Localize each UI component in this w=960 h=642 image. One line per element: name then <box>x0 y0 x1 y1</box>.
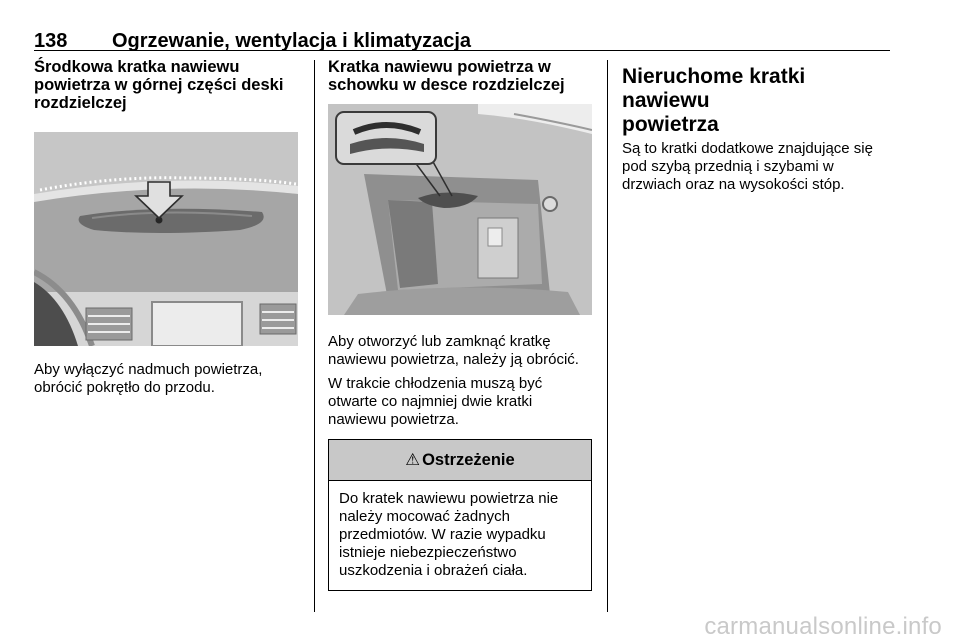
illustration-center-dashboard-vent <box>34 132 298 346</box>
warning-box <box>328 439 592 591</box>
column-3 <box>622 58 892 194</box>
paragraph-fixed-vents: Są to kratki dodatkowe znajdujące się pod szybą przednią i szybami w drzwiach oraz na wysokości stóp. <box>622 140 873 193</box>
zoom-callout <box>336 112 436 164</box>
warning-body: Do kratek nawiewu powietrza nie należy mocować żadnych przedmiotów. W razie wypadku istnieje niebezpieczeństwo uszkodzenia i obrażeń ciała. <box>339 490 559 579</box>
warning-title: Ostrzeżenie <box>422 450 515 469</box>
glovebox-vent-drawing <box>328 104 592 315</box>
chapter-title: Ogrzewanie, wentylacja i klimatyzacja <box>112 30 472 52</box>
column-divider <box>607 60 608 612</box>
section-heading-glovebox-vent: Kratka nawiewu powietrza w schowku w desce rozdzielczej <box>328 58 565 94</box>
column-2 <box>328 58 594 591</box>
warning-header <box>329 440 591 481</box>
header-rule <box>34 50 890 51</box>
paragraph-cooling-vents: W trakcie chłodzenia muszą być otwarte co najmniej dwie kratki nawiewu powietrza. <box>328 375 543 428</box>
page-header <box>34 30 890 56</box>
section-heading-center-vent: Środkowa kratka nawiewu powietrza w górnej części deski rozdzielczej <box>34 58 284 112</box>
column-1 <box>34 58 300 397</box>
warning-triangle-icon: ⚠ <box>405 451 421 469</box>
column-divider <box>314 60 315 612</box>
paragraph-turn-off-airflow: Aby wyłączyć nadmuch powietrza, obrócić pokrętło do przodu. <box>34 361 263 396</box>
watermark: carmanualsonline.info <box>704 613 942 640</box>
illustration-glovebox-vent <box>328 104 592 315</box>
dashboard-vent-drawing <box>34 132 298 346</box>
section-heading-fixed-vents: Nieruchome kratki nawiewu powietrza <box>622 65 806 136</box>
page-number: 138 <box>34 30 68 52</box>
paragraph-open-close-vent: Aby otworzyć lub zamknąć kratkę nawiewu powietrza, należy ją obrócić. <box>328 333 579 368</box>
